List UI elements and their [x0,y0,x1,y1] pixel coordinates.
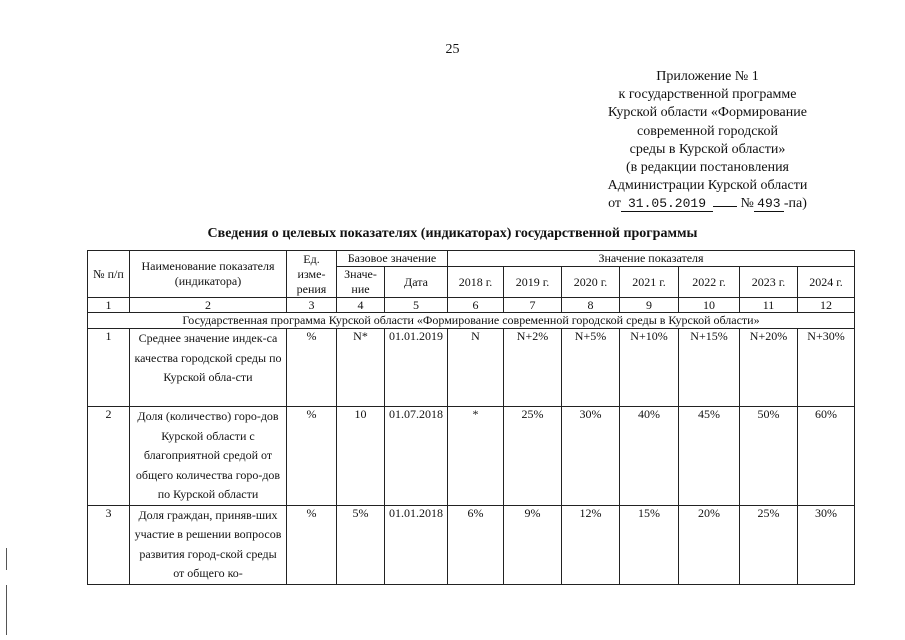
row-name: Доля (количество) горо-дов Курской области с благоприятной средой от общего количества горо-дов по Курской области [130,407,287,506]
column-number: 10 [679,298,740,313]
section-title: Государственная программа Курской области «Формирование современной городской среды в Курской области» [88,313,855,329]
row-value: 6% [448,505,504,584]
row-unit: % [287,505,337,584]
date-blank [713,206,737,207]
column-number: 5 [385,298,448,313]
indicators-table [87,250,855,585]
column-number: 3 [287,298,337,313]
number-prefix: № [740,196,754,212]
row-base-date: 01.01.2018 [385,505,448,584]
appendix-line: Курской области «Формирование [608,105,807,121]
header-base-value: Значе-ние [337,267,385,298]
column-number: 12 [798,298,855,313]
row-value: 50% [740,407,798,506]
row-value: N+2% [504,329,562,407]
row-value: N+15% [679,329,740,407]
column-number: 6 [448,298,504,313]
row-value: 30% [562,407,620,506]
row-base-date: 01.01.2019 [385,329,448,407]
row-unit: % [287,407,337,506]
header-num: № п/п [88,251,130,298]
row-value: N+30% [798,329,855,407]
row-name: Доля граждан, приняв-ших участие в решении вопросов развития город-ской среды от общего ко- [130,505,287,584]
scan-edge-mark [6,548,7,570]
column-number: 11 [740,298,798,313]
header-base-date: Дата [385,267,448,298]
column-number: 9 [620,298,679,313]
row-num: 1 [88,329,130,407]
appendix-line: Администрации Курской области [607,178,808,194]
column-number: 8 [562,298,620,313]
appendix-line: (в редакции постановления [625,160,790,176]
column-number: 2 [130,298,287,313]
row-base-date: 01.07.2018 [385,407,448,506]
appendix-line: современной городской [637,123,778,139]
row-value: * [448,407,504,506]
header-year: 2019 г. [504,267,562,298]
header-year: 2022 г. [679,267,740,298]
appendix-block [560,68,855,214]
row-value: 30% [798,505,855,584]
table-row [88,329,855,407]
table-row [88,407,855,506]
row-value: N+10% [620,329,679,407]
row-value: 40% [620,407,679,506]
row-name: Среднее значение индек-са качества городской среды по Курской обла-сти [130,329,287,407]
number-suffix: -па) [783,196,807,212]
decree-date: 31.05.2019 [621,197,713,212]
header-name: Наименование показателя (индикатора) [130,251,287,298]
row-value: 25% [740,505,798,584]
row-value: 20% [679,505,740,584]
row-base-value: 5% [337,505,385,584]
row-value: N+5% [562,329,620,407]
row-value: 25% [504,407,562,506]
header-year: 2020 г. [562,267,620,298]
row-value: N+20% [740,329,798,407]
document-title: Сведения о целевых показателях (индикаторах) государственной программы [207,226,698,241]
decree-number: 493 [754,197,784,212]
header-base-group: Базовое значение [337,251,448,267]
column-number: 4 [337,298,385,313]
page-number: 25 [445,42,460,57]
row-value: 60% [798,407,855,506]
appendix-line: среды в Курской области» [629,141,786,157]
appendix-date-line [560,195,855,213]
row-base-value: N* [337,329,385,407]
row-value: 15% [620,505,679,584]
row-value: 12% [562,505,620,584]
appendix-line: к государственной программе [618,87,797,103]
header-values-group: Значение показателя [448,251,855,267]
row-base-value: 10 [337,407,385,506]
header-unit: Ед. изме-рения [287,251,337,298]
header-year: 2018 г. [448,267,504,298]
row-unit: % [287,329,337,407]
row-value: 9% [504,505,562,584]
scan-edge-mark [6,585,7,635]
header-year: 2024 г. [798,267,855,298]
header-year: 2021 г. [620,267,679,298]
header-year: 2023 г. [740,267,798,298]
date-prefix: от [608,196,622,212]
column-number: 7 [504,298,562,313]
row-value: 45% [679,407,740,506]
table-row [88,505,855,584]
row-value: N [448,329,504,407]
row-num: 3 [88,505,130,584]
column-number: 1 [88,298,130,313]
row-num: 2 [88,407,130,506]
appendix-line: Приложение № 1 [656,69,759,84]
